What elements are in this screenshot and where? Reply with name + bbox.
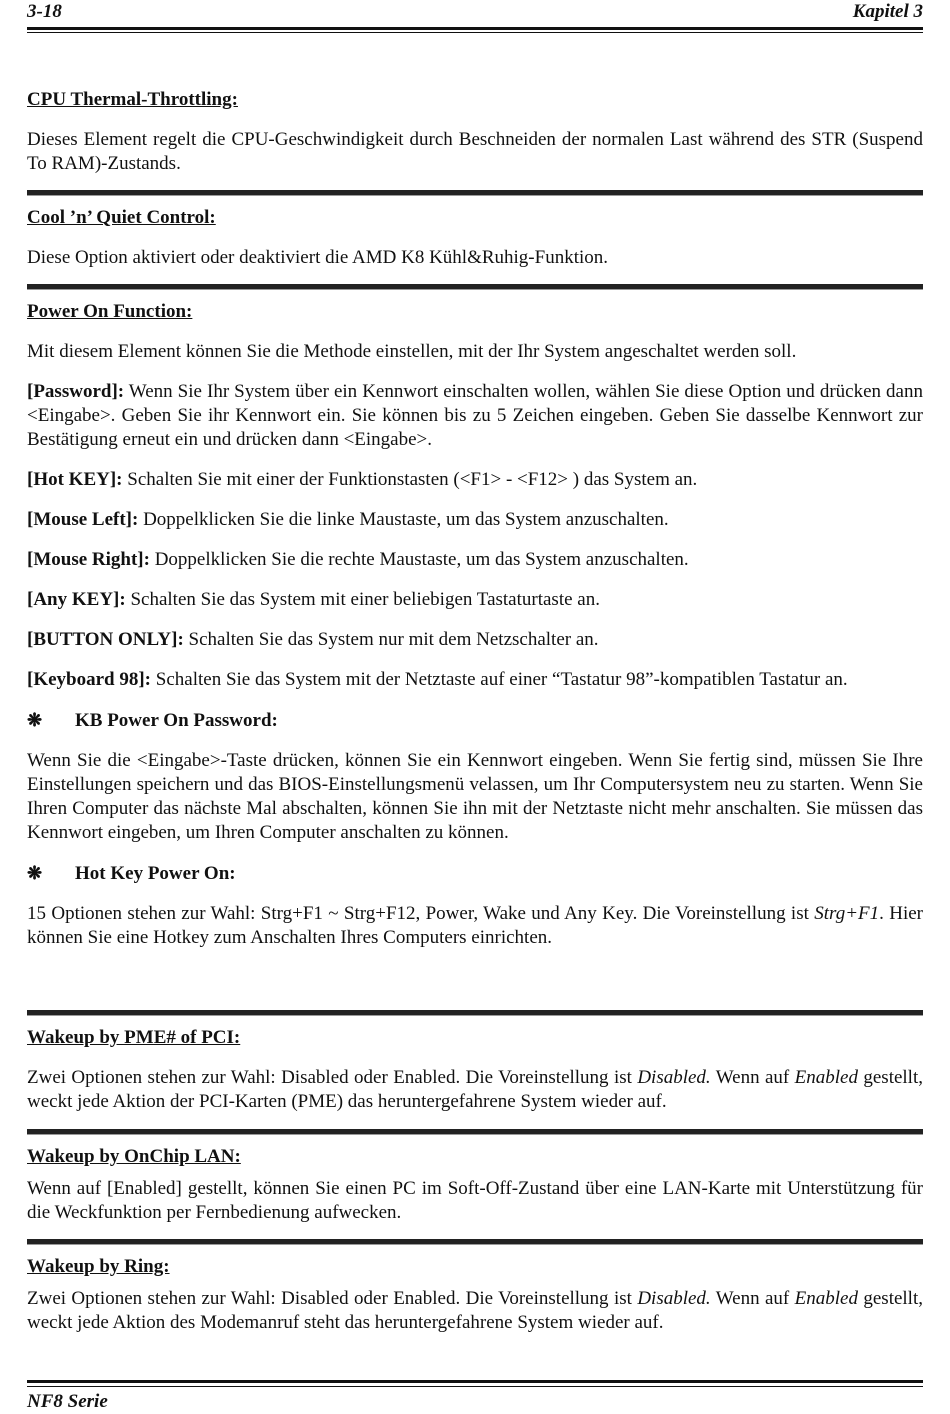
option-text: Schalten Sie das System mit einer beliebigen Tastaturtaste an.	[125, 589, 600, 610]
page-number: 3-18	[27, 1, 62, 22]
default-value: Disabled.	[637, 1288, 711, 1309]
section-text	[27, 1066, 923, 1114]
section-cpu-throttling	[27, 88, 923, 176]
section-intro: Mit diesem Element können Sie die Methode einstellen, mit der Ihr System angeschaltet werden soll.	[27, 341, 797, 362]
page-header	[27, 0, 923, 26]
footer-rule-thin	[27, 1386, 923, 1387]
section-title: Cool ’n’ Quiet Control:	[27, 207, 216, 228]
section-text: Dieses Element regelt die CPU-Geschwindigkeit durch Beschneiden der normalen Last während des STR (Suspend To RAM)-Zustands.	[27, 129, 923, 174]
text-part: Wenn auf	[710, 1067, 795, 1088]
subsection-kb-password	[27, 708, 923, 845]
option-hot-key	[27, 468, 923, 492]
subsection-title: KB Power On Password:	[75, 710, 278, 731]
section-text: Diese Option aktiviert oder deaktiviert die AMD K8 Kühl&Ruhig-Funktion.	[27, 247, 609, 268]
text-part: Wenn auf	[710, 1288, 795, 1309]
option-any-key	[27, 588, 923, 612]
section-title: CPU Thermal-Throttling:	[27, 89, 238, 110]
option-label: [Mouse Right]:	[27, 549, 150, 570]
section-divider	[27, 1010, 923, 1016]
section-title: Wakeup by Ring:	[27, 1256, 170, 1277]
text-part: 15 Optionen stehen zur Wahl: Strg+F1 ~ Strg+F12, Power, Wake und Any Key. Die Voreinstellung ist	[27, 903, 815, 924]
subsection-hot-key-power-on	[27, 861, 923, 950]
enabled-value: Enabled	[794, 1288, 858, 1309]
option-text: Doppelklicken Sie die rechte Maustaste, um das System anzuschalten.	[149, 549, 689, 570]
option-text: Schalten Sie das System mit der Netztaste auf einer “Tastatur 98”-kompatiblen Tastatur an.	[151, 669, 848, 690]
section-title: Wakeup by PME# of PCI:	[27, 1027, 241, 1048]
chapter-label: Kapitel 3	[852, 1, 923, 22]
option-button-only	[27, 628, 923, 652]
section-divider	[27, 1239, 923, 1245]
section-cool-quiet	[27, 206, 923, 270]
option-label: [Hot KEY]:	[27, 469, 123, 490]
option-text: Doppelklicken Sie die linke Maustaste, um das System anzuschalten.	[138, 509, 669, 530]
section-divider	[27, 190, 923, 196]
section-divider	[27, 1129, 923, 1135]
section-text: Wenn auf [Enabled] gestellt, können Sie einen PC im Soft-Off-Zustand über eine LAN-Karte mit Unterstützung für die Weckfunktion per Fernbedienung aufwecken.	[27, 1178, 923, 1223]
option-text: Schalten Sie mit einer der Funktionstasten (<F1> - <F12> ) das System an.	[122, 469, 698, 490]
default-value: Strg+F1	[814, 903, 880, 924]
asterisk-bullet-icon: ❋	[27, 863, 43, 883]
subsection-text	[27, 902, 923, 950]
section-power-on	[27, 300, 923, 950]
section-divider	[27, 284, 923, 290]
text-part: gestellt, weckt jede Aktion des Modemanruf steht das heruntergefahrene System wieder auf.	[27, 1288, 923, 1333]
footer-series: NF8 Serie	[27, 1391, 108, 1412]
enabled-value: Enabled	[794, 1067, 858, 1088]
option-label: [BUTTON ONLY]:	[27, 629, 184, 650]
section-text	[27, 1287, 923, 1335]
text-part: gestellt, weckt jede Aktion der PCI-Karten (PME) das heruntergefahrene System wieder auf.	[27, 1067, 923, 1112]
section-wakeup-ring	[27, 1255, 923, 1335]
section-wakeup-pme	[27, 1026, 923, 1114]
subsection-title: Hot Key Power On:	[75, 863, 236, 884]
option-keyboard-98	[27, 668, 923, 692]
footer-rule	[27, 1380, 923, 1383]
section-title: Power On Function:	[27, 301, 193, 322]
option-label: [Any KEY]:	[27, 589, 126, 610]
header-rule	[27, 27, 923, 30]
asterisk-bullet-icon: ❋	[27, 710, 43, 730]
option-label: [Mouse Left]:	[27, 509, 139, 530]
option-mouse-right	[27, 548, 923, 572]
text-part: . Hier können Sie eine Hotkey zum Anschalten Ihres Computers einrichten.	[27, 903, 923, 948]
section-wakeup-lan	[27, 1145, 923, 1225]
option-label: [Password]:	[27, 381, 125, 402]
option-password	[27, 380, 923, 452]
option-mouse-left	[27, 508, 923, 532]
header-rule-thin	[27, 32, 923, 33]
subsection-text: Wenn Sie die <Eingabe>-Taste drücken, können Sie ein Kennwort eingeben. Wenn Sie fertig sind, müssen Sie Ihre Einstellungen speichern und das BIOS-Einstellungsmenü velassen, um Ihr Computersystem neu zu starten. Wenn Sie Ihren Computer das nächste Mal abschalten, können Sie ihn mit der Netztaste nicht mehr anschalten. Sie müssen das Kennwort eingeben, um Ihren Computer anschalten zu können.	[27, 750, 923, 843]
option-label: [Keyboard 98]:	[27, 669, 152, 690]
option-text: Schalten Sie das System nur mit dem Netzschalter an.	[183, 629, 599, 650]
default-value: Disabled.	[637, 1067, 711, 1088]
section-title: Wakeup by OnChip LAN:	[27, 1146, 241, 1167]
option-text: Wenn Sie Ihr System über ein Kennwort einschalten wollen, wählen Sie diese Option und drücken dann <Eingabe>. Geben Sie ihr Kennwort ein. Sie können bis zu 5 Zeichen eingeben. Geben Sie dasselbe Kennwort zur Bestätigung erneut ein und drücken dann <Eingabe>.	[27, 381, 923, 450]
text-part: Zwei Optionen stehen zur Wahl: Disabled oder Enabled. Die Voreinstellung ist	[27, 1288, 638, 1309]
text-part: Zwei Optionen stehen zur Wahl: Disabled oder Enabled. Die Voreinstellung ist	[27, 1067, 638, 1088]
